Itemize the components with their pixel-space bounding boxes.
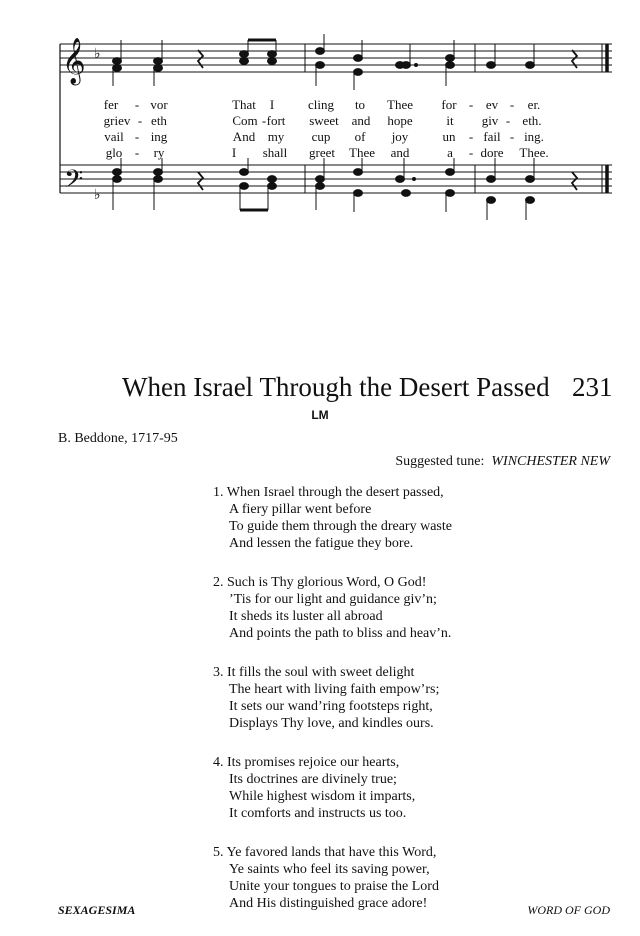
flat-icon: ♭	[94, 187, 101, 203]
lyric-syllable: Thee	[349, 145, 375, 160]
verse-line: It sheds its luster all abroad	[229, 609, 383, 624]
verse-3	[213, 664, 452, 732]
lyric-syllable: fer	[103, 97, 119, 112]
hymn-meter: LM	[311, 408, 329, 422]
lyric-syllable: -	[505, 113, 511, 128]
lyric-syllable: of	[354, 129, 366, 144]
verse-line: It sets our wand’ring footsteps right,	[229, 699, 433, 714]
hymn-author: B. Beddone, 1717-95	[58, 431, 178, 446]
lyric-syllable: shall	[262, 145, 288, 160]
verse-line: 4. Its promises rejoice our hearts,	[213, 755, 400, 770]
lyric-syllable: -	[134, 97, 140, 112]
lyric-syllable: -	[468, 145, 474, 160]
footer-season: SEXAGESIMA	[58, 903, 136, 917]
verse-line: A fiery pillar went before	[229, 502, 372, 517]
verse-1	[213, 484, 452, 552]
lyric-syllable: -	[261, 113, 267, 128]
lyric-syllable: -	[509, 97, 515, 112]
lyric-syllable: Thee.	[519, 145, 549, 160]
lyric-syllable: greet	[309, 145, 335, 160]
lyric-syllable: er.	[527, 97, 541, 112]
lyric-syllable: and	[351, 113, 371, 128]
lyric-syllable: -	[134, 129, 140, 144]
verse-line: 2. Such is Thy glorious Word, O God!	[213, 575, 427, 590]
lyric-syllable: giv	[481, 113, 499, 128]
lyric-syllable: hope	[387, 113, 413, 128]
lyric-syllable: ry	[153, 145, 165, 160]
verse-line: While highest wisdom it imparts,	[229, 789, 416, 804]
verse-line: And points the path to bliss and heav’n.	[229, 626, 452, 641]
lyric-syllable: ing.	[524, 129, 544, 144]
flat-icon: ♭	[94, 46, 101, 62]
footer-topic: WORD OF GOD	[527, 903, 610, 917]
lyric-syllable: griev	[103, 113, 131, 128]
treble-clef-icon: 𝄞	[62, 38, 86, 84]
lyric-syllable: eth	[151, 113, 167, 128]
lyric-syllable: Com	[232, 113, 258, 128]
lyric-syllable: my	[267, 129, 285, 144]
lyric-syllable: Thee	[387, 97, 413, 112]
lyric-syllable: -	[468, 129, 474, 144]
lyric-syllable: -	[468, 97, 474, 112]
verse-line: 1. When Israel through the desert passed,	[213, 485, 444, 500]
lyric-syllable: dore	[480, 145, 504, 160]
lyric-syllable: fail	[483, 129, 501, 144]
verse-line: To guide them through the dreary waste	[229, 519, 452, 534]
verse-line: Unite your tongues to praise the Lord	[229, 879, 439, 894]
bass-rests	[198, 172, 577, 190]
suggested-tune	[395, 454, 610, 470]
treble-notes	[113, 34, 535, 90]
verse-line: It comforts and instructs us too.	[229, 806, 407, 821]
hymn-number: 231	[572, 372, 613, 402]
bass-notes	[113, 158, 535, 220]
lyric-syllable: -	[509, 129, 515, 144]
verse-line: The heart with living faith empow’rs;	[229, 682, 440, 697]
lyric-syllable: -	[137, 113, 143, 128]
verse-line: And lessen the fatigue they bore.	[229, 536, 414, 551]
verse-line: Its doctrines are divinely true;	[229, 772, 397, 787]
lyric-syllable: That	[232, 97, 256, 112]
lyric-syllable: un	[442, 129, 456, 144]
verse-4	[213, 754, 452, 822]
verse-line: 3. It fills the soul with sweet delight	[213, 665, 415, 680]
lyric-syllable: it	[446, 113, 454, 128]
lyric-syllable: fort	[266, 113, 286, 128]
lyric-syllable: And	[232, 129, 256, 144]
verse-line: ’Tis for our light and guidance giv’n;	[229, 592, 437, 607]
verse-line: And His distinguished grace adore!	[229, 896, 428, 911]
lyric-syllable: joy	[391, 129, 409, 144]
verse-line: Ye saints who feel its saving power,	[229, 862, 430, 877]
lyric-syllable: -	[134, 145, 140, 160]
lyric-syllable: eth.	[522, 113, 542, 128]
hymn-title: When Israel Through the Desert Passed	[122, 372, 550, 402]
tune-name: WINCHESTER NEW	[491, 454, 610, 469]
lyric-syllable: cling	[308, 97, 334, 112]
tune-label: Suggested tune:	[395, 454, 485, 469]
lyric-syllable: I	[231, 145, 237, 160]
verse-line: Displays Thy love, and kindles ours.	[229, 716, 434, 731]
lyric-syllable: I	[269, 97, 275, 112]
lyric-syllable: ing	[150, 129, 168, 144]
lyric-syllable: cup	[311, 129, 331, 144]
lyric-syllable: for	[441, 97, 457, 112]
lyric-syllable: and	[390, 145, 410, 160]
lyric-syllable: to	[354, 97, 366, 112]
lyric-syllable: glo	[105, 145, 123, 160]
lyric-syllable: vor	[150, 97, 168, 112]
lyric-syllable: vail	[104, 129, 124, 144]
barlines	[305, 44, 607, 193]
lyric-syllable: ev	[485, 97, 499, 112]
verse-5	[213, 844, 452, 912]
verse-2	[213, 574, 452, 642]
lyric-syllable: a	[447, 145, 453, 160]
verse-list	[213, 484, 452, 934]
lyric-syllable: sweet	[309, 113, 339, 128]
verse-line: 5. Ye favored lands that have this Word,	[213, 845, 437, 860]
bass-clef-icon: 𝄢	[64, 165, 84, 200]
